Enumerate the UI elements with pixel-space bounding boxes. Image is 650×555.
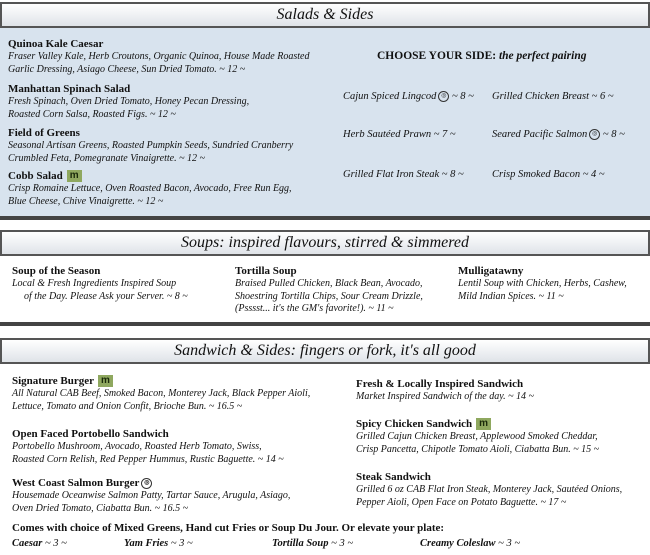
sandwich-desc: Oven Dried Tomato, Ciabatta Bun. ~ 16.5 ~ — [12, 502, 189, 514]
section-divider — [0, 216, 650, 220]
soup-desc: (Psssst... it's the GM's favorite!). ~ 11 ~ — [235, 303, 394, 314]
side-name: Seared Pacific Salmon — [492, 129, 588, 140]
sandwich-desc: Grilled Cajun Chicken Breast, Applewood Smoked Cheddar, — [356, 431, 598, 442]
salad-desc: Seasonal Artisan Greens, Roasted Pumpkin Seeds, Sundried Cranberry — [8, 140, 294, 151]
salad-item — [8, 170, 292, 208]
soup-desc: of the Day. Please Ask your Server. ~ 8 ~ — [24, 290, 188, 302]
side-price: ~ 8 ~ — [451, 91, 474, 102]
upgrade-name: Yam Fries — [124, 538, 169, 549]
sandwich-desc: Market Inspired Sandwich of the day. ~ 14 ~ — [356, 391, 534, 402]
upgrade-price: ~ 3 ~ — [331, 538, 354, 549]
sides-note: Comes with choice of Mixed Greens, Hand cut Fries or Soup Du Jour. Or elevate your plate: — [12, 522, 445, 534]
salad-name: Field of Greens — [8, 127, 80, 139]
salad-item — [8, 38, 309, 76]
salad-desc: Crisp Romaine Lettuce, Oven Roasted Bacon, Avocado, Free Run Egg, — [8, 183, 292, 194]
side-option — [492, 91, 614, 102]
side-name: Herb Sautéed Prawn — [343, 129, 432, 140]
side-name: Cajun Spiced Lingcod — [343, 91, 437, 102]
sustainable-seafood-icon: ◎ — [438, 91, 449, 102]
salad-desc: Fraser Valley Kale, Herb Croutons, Organic Quinoa, House Made Roasted — [8, 51, 310, 62]
choose-label: CHOOSE YOUR SIDE: — [377, 50, 497, 62]
upgrade-name: Caesar — [12, 538, 43, 549]
salad-name: Cobb Salad — [8, 170, 63, 182]
choose-side-heading — [377, 50, 586, 62]
soup-item — [12, 265, 188, 303]
side-option — [492, 169, 605, 180]
sandwich-name: Signature Burger — [12, 375, 94, 387]
sandwich-item — [12, 428, 284, 466]
salad-desc: Blue Cheese, Chive Vinaigrette. ~ 12 ~ — [8, 195, 164, 207]
upgrade-price: ~ 3 ~ — [498, 538, 521, 549]
sandwich-desc: All Natural CAB Beef, Smoked Bacon, Monterey Jack, Black Pepper Aioli, — [12, 388, 311, 399]
side-option — [492, 129, 625, 140]
salad-name: Manhattan Spinach Salad — [8, 83, 131, 95]
sandwich-desc: Grilled 6 oz CAB Flat Iron Steak, Monterey Jack, Sautéed Onions, — [356, 484, 623, 495]
sandwich-name: Spicy Chicken Sandwich — [356, 418, 473, 430]
sandwich-desc: Housemade Oceanwise Salmon Patty, Tartar Sauce, Arugula, Asiago, — [12, 490, 291, 501]
soup-name: Soup of the Season — [12, 265, 101, 277]
side-price: ~ 6 ~ — [591, 91, 614, 102]
sandwich-desc: Portobello Mushroom, Avocado, Roasted Herb Tomato, Swiss, — [12, 441, 262, 452]
sandwich-desc: Pepper Aioli, Open Face on Potato Baguette. ~ 17 ~ — [356, 496, 567, 508]
salad-item — [8, 83, 249, 121]
salads-header: Salads & Sides — [0, 2, 650, 28]
salad-item — [8, 127, 293, 165]
side-price: ~ 8 ~ — [441, 169, 464, 180]
upgrade-option — [272, 538, 353, 549]
soup-desc: Mild Indian Spices. ~ 11 ~ — [458, 290, 564, 302]
side-option — [343, 129, 456, 140]
upgrade-price: ~ 3 ~ — [44, 538, 67, 549]
sandwich-item — [356, 471, 622, 509]
soup-desc: Shoestring Tortilla Chips, Sour Cream Drizzle, — [235, 290, 423, 302]
sandwich-name: Open Faced Portobello Sandwich — [12, 428, 169, 440]
upgrade-name: Tortilla Soup — [272, 538, 329, 549]
sandwich-name: West Coast Salmon Burger — [12, 477, 140, 489]
side-option — [343, 169, 464, 180]
soup-desc: Local & Fresh Ingredients Inspired Soup — [12, 278, 177, 289]
soup-item — [235, 265, 423, 316]
side-name: Grilled Chicken Breast — [492, 91, 590, 102]
salad-name: Quinoa Kale Caesar — [8, 38, 104, 50]
side-name: Grilled Flat Iron Steak — [343, 169, 440, 180]
sandwich-item — [356, 378, 534, 404]
sandwich-name: Steak Sandwich — [356, 471, 431, 483]
soup-name: Mulligatawny — [458, 265, 524, 277]
upgrade-name: Creamy Coleslaw — [420, 538, 496, 549]
upgrade-option — [420, 538, 520, 549]
salad-desc: Roasted Corn Salsa, Roasted Figs. ~ 12 ~ — [8, 108, 176, 120]
side-price: ~ 4 ~ — [582, 169, 605, 180]
sustainable-seafood-icon: ◎ — [141, 478, 152, 489]
menu-badge: m — [98, 375, 113, 387]
sandwich-item — [12, 375, 310, 413]
upgrade-option — [12, 538, 67, 549]
sandwich-item — [12, 477, 290, 515]
sandwich-name: Fresh & Locally Inspired Sandwich — [356, 378, 524, 390]
sandwich-desc: Lettuce, Tomato and Onion Confit, Brioche Bun. ~ 16.5 ~ — [12, 400, 243, 412]
sandwich-desc: Crisp Pancetta, Chipotle Tomato Aioli, Ciabatta Bun. ~ 15 ~ — [356, 443, 600, 455]
upgrade-price: ~ 3 ~ — [170, 538, 193, 549]
soups-header: Soups: inspired flavours, stirred & simmered — [0, 230, 650, 256]
section-divider — [0, 322, 650, 326]
side-option — [343, 91, 474, 102]
side-price: ~ 7 ~ — [433, 129, 456, 140]
salad-desc: Garlic Dressing, Asiago Cheese, Sun Dried Tomato. ~ 12 ~ — [8, 63, 246, 75]
upgrade-option — [124, 538, 193, 549]
soup-desc: Lentil Soup with Chicken, Herbs, Cashew, — [458, 278, 627, 289]
sandwiches-header: Sandwich & Sides: fingers or fork, it's all good — [0, 338, 650, 364]
soup-desc: Braised Pulled Chicken, Black Bean, Avocado, — [235, 278, 423, 289]
menu-badge: m — [476, 418, 491, 430]
soup-name: Tortilla Soup — [235, 265, 297, 277]
sandwich-item — [356, 418, 599, 456]
side-name: Crisp Smoked Bacon — [492, 169, 581, 180]
choose-tagline: the perfect pairing — [498, 50, 587, 62]
sandwich-desc: Roasted Corn Relish, Red Pepper Hummus, Rustic Baguette. ~ 14 ~ — [12, 453, 284, 465]
side-price: ~ 8 ~ — [602, 129, 625, 140]
salad-desc: Fresh Spinach, Oven Dried Tomato, Honey Pecan Dressing, — [8, 96, 250, 107]
soup-item — [458, 265, 627, 303]
sustainable-seafood-icon: ◎ — [589, 129, 600, 140]
salad-desc: Crumbled Feta, Pomegranate Vinaigrette. ~ 12 ~ — [8, 152, 205, 164]
menu-badge: m — [67, 170, 82, 182]
